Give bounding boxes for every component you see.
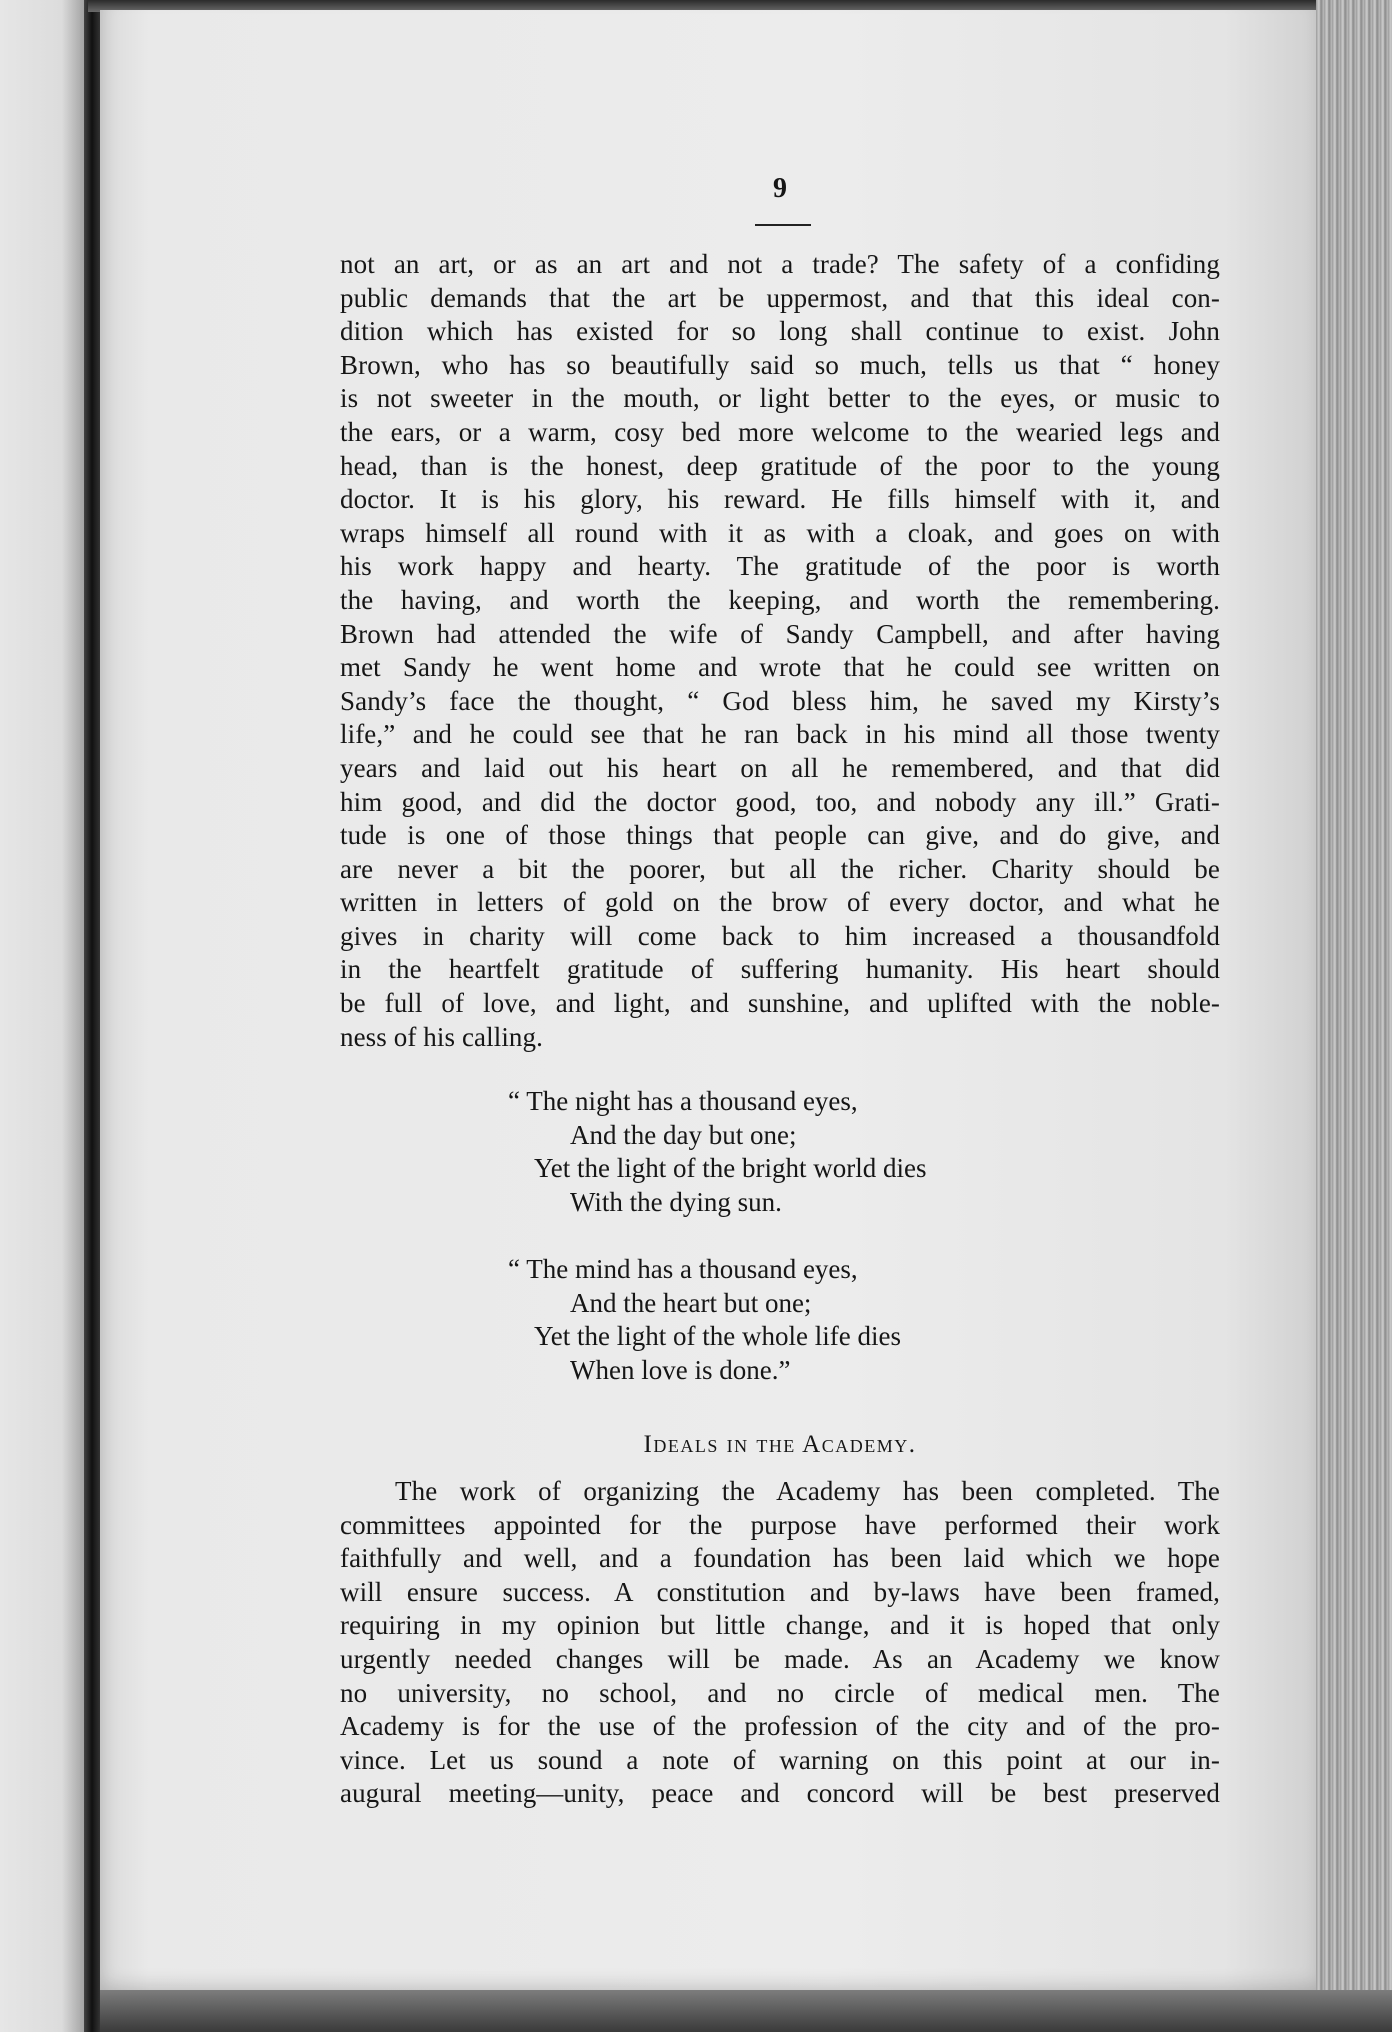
poem-stanza-2 (508, 1253, 901, 1387)
text-line: no university, no school, and no circle of medical men. The (340, 1677, 1220, 1708)
text-line: years and laid out his heart on all he remembered, and that did (340, 752, 1220, 783)
text-line: the having, and worth the keeping, and worth the remembering. (340, 584, 1220, 615)
bottom-scan-border (100, 1990, 1392, 2032)
text-line: The work of organizing the Academy has been completed. The (395, 1476, 1220, 1506)
text-line: him good, and did the doctor good, too, and nobody any ill.” Grati- (340, 786, 1220, 817)
page-edge-stack (1316, 0, 1392, 2032)
text-line: Brown, who has so beautifully said so much, tells us that “ honey (340, 349, 1220, 380)
text-line: are never a bit the poorer, but all the richer. Charity should be (340, 853, 1220, 884)
text-line: augural meeting—unity, peace and concord will be best preserved (340, 1778, 1220, 1809)
book-spine (84, 0, 100, 2032)
paragraph-1 (340, 248, 1220, 1054)
section-heading: Ideals in the Academy. (643, 1431, 917, 1458)
page-number: 9 (773, 173, 787, 204)
text-line: not an art, or as an art and not a trade? The safety of a confiding (340, 249, 1220, 279)
text-line: committees appointed for the purpose have performed their work (340, 1509, 1220, 1540)
left-page-edge (0, 0, 88, 2032)
text-line: his work happy and hearty. The gratitude of the poor is worth (340, 551, 1220, 582)
text-line: doctor. It is his glory, his reward. He fills himself with it, and (340, 484, 1220, 515)
text-line: wraps himself all round with it as with a cloak, and goes on with (340, 517, 1220, 548)
text-line: requiring in my opinion but little change, and it is hoped that only (340, 1610, 1220, 1641)
text-line: faithfully and well, and a foundation has been laid which we hope (340, 1543, 1220, 1574)
text-line: life,” and he could see that he ran back in his mind all those twenty (340, 719, 1220, 750)
paragraph-2 (340, 1475, 1220, 1811)
text-line: Academy is for the use of the profession of the city and of the pro- (340, 1711, 1220, 1742)
text-line: head, than is the honest, deep gratitude of the poor to the young (340, 450, 1220, 481)
verse-line: “ The night has a thousand eyes, (508, 1086, 858, 1116)
page-number-rule (755, 224, 811, 226)
text-line: written in letters of gold on the brow of every doctor, and what he (340, 887, 1220, 918)
poem-stanza-1 (508, 1085, 926, 1219)
text-line: Sandy’s face the thought, “ God bless him, he saved my Kirsty’s (340, 685, 1220, 716)
text-line: met Sandy he went home and wrote that he could see written on (340, 652, 1220, 683)
text-line: the ears, or a warm, cosy bed more welcome to the wearied legs and (340, 416, 1220, 447)
text-line: urgently needed changes will be made. As an Academy we know (340, 1643, 1220, 1674)
verse-line: Yet the light of the bright world dies (534, 1153, 927, 1184)
text-line: vince. Let us sound a note of warning on this point at our in- (340, 1744, 1220, 1775)
verse-line: And the heart but one; (570, 1287, 812, 1318)
text-line: be full of love, and light, and sunshine, and uplifted with the noble- (340, 988, 1220, 1019)
text-line: will ensure success. A constitution and by-laws have been framed, (340, 1576, 1220, 1607)
text-line: is not sweeter in the mouth, or light better to the eyes, or music to (340, 383, 1220, 414)
text-line: ness of his calling. (340, 1021, 543, 1052)
text-line: public demands that the art be uppermost, and that this ideal con- (340, 282, 1220, 313)
text-line: dition which has existed for so long shall continue to exist. John (340, 316, 1220, 347)
verse-line: With the dying sun. (570, 1186, 782, 1217)
verse-line: “ The mind has a thousand eyes, (508, 1254, 858, 1284)
text-line: gives in charity will come back to him increased a thousandfold (340, 920, 1220, 951)
text-line: tude is one of those things that people can give, and do give, and (340, 820, 1220, 851)
verse-line: And the day but one; (570, 1119, 797, 1150)
right-page (100, 10, 1322, 2000)
verse-line: When love is done.” (570, 1354, 791, 1385)
text-line: Brown had attended the wife of Sandy Campbell, and after having (340, 618, 1220, 649)
verse-line: Yet the light of the whole life dies (534, 1321, 901, 1352)
text-line: in the heartfelt gratitude of suffering humanity. His heart should (340, 954, 1220, 985)
